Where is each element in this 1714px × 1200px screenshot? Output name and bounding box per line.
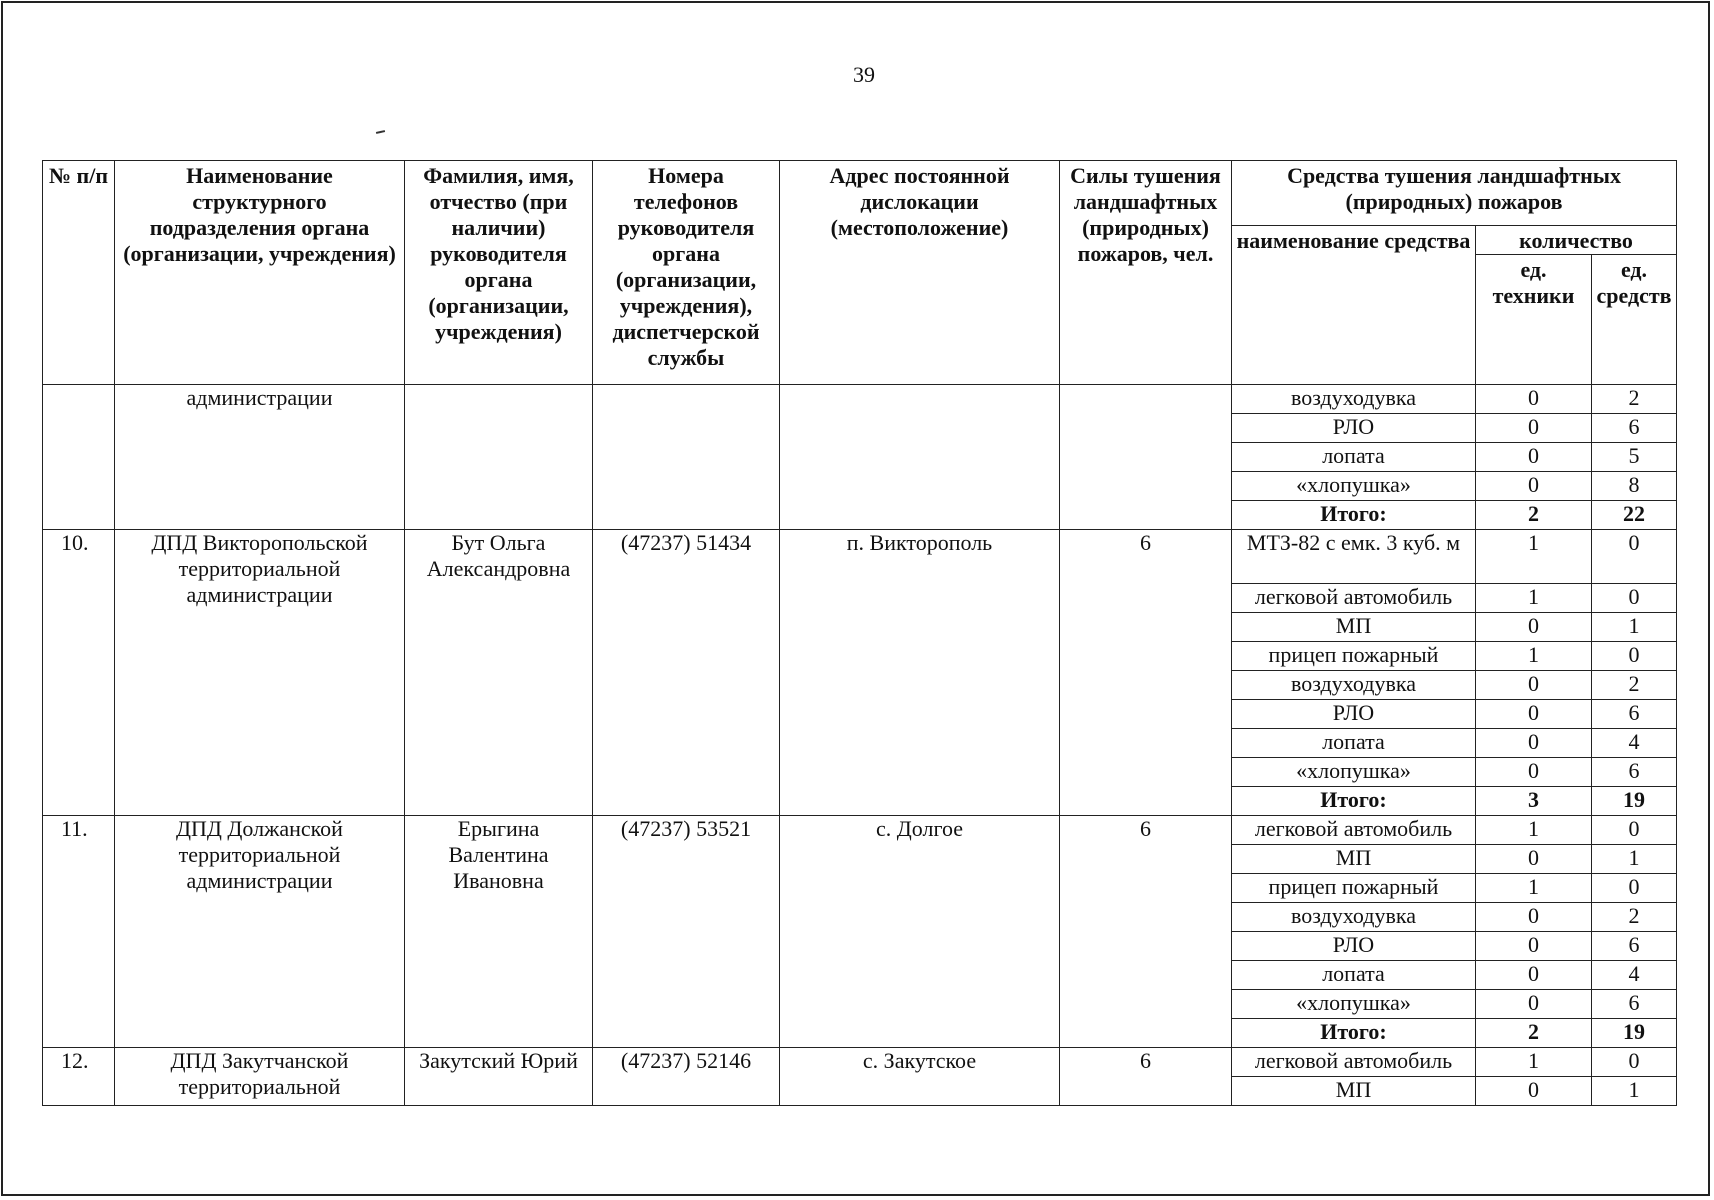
total-label-cell: Итого: (1232, 1019, 1476, 1048)
units-tech-cell: 0 (1476, 758, 1592, 787)
units-tech-cell: 1 (1476, 530, 1592, 584)
header-means-group: Средства тушения ландшафтных (природных) пожаров (1232, 161, 1677, 226)
means-name-cell: РЛО (1232, 932, 1476, 961)
units-tech-cell: 1 (1476, 1048, 1592, 1077)
unit-name-cell: ДПД Викторопольской территориальной администрации (115, 530, 405, 816)
units-tech-cell: 0 (1476, 1077, 1592, 1106)
units-tech-cell: 0 (1476, 472, 1592, 501)
means-name-cell: «хлопушка» (1232, 990, 1476, 1019)
units-tech-cell: 0 (1476, 961, 1592, 990)
units-means-cell: 0 (1592, 816, 1677, 845)
phone-cell: (47237) 51434 (593, 530, 780, 816)
units-tech-cell: 0 (1476, 613, 1592, 642)
units-tech-cell: 1 (1476, 584, 1592, 613)
units-means-cell: 6 (1592, 758, 1677, 787)
header-num: № п/п (43, 161, 115, 385)
header-units-means: ед. средств (1592, 255, 1677, 385)
table-body (43, 385, 1677, 1106)
total-label-cell: Итого: (1232, 787, 1476, 816)
unit-name-cell: ДПД Закутчанской территориальной (115, 1048, 405, 1106)
table-row (43, 816, 1677, 845)
row-num-cell: 11. (43, 816, 115, 1048)
means-name-cell: прицеп пожарный (1232, 874, 1476, 903)
means-name-cell: МТЗ-82 с емк. 3 куб. м (1232, 530, 1476, 584)
units-tech-cell: 0 (1476, 443, 1592, 472)
head-name-cell: Ерыгина Валентина Ивановна (405, 816, 593, 1048)
units-means-cell: 1 (1592, 1077, 1677, 1106)
units-tech-cell: 0 (1476, 414, 1592, 443)
means-name-cell: воздуходувка (1232, 385, 1476, 414)
units-means-cell: 0 (1592, 1048, 1677, 1077)
units-means-cell: 0 (1592, 642, 1677, 671)
units-tech-cell: 0 (1476, 700, 1592, 729)
forces-cell: 6 (1060, 816, 1232, 1048)
unit-name-cell: ДПД Должанской территориальной администрации (115, 816, 405, 1048)
head-name-cell (405, 385, 593, 530)
head-name-cell: Закутский Юрий (405, 1048, 593, 1106)
fire-means-table (42, 160, 1677, 1106)
header-quantity: количество (1476, 226, 1677, 255)
units-tech-cell: 1 (1476, 816, 1592, 845)
units-tech-cell: 0 (1476, 385, 1592, 414)
means-name-cell: МП (1232, 613, 1476, 642)
units-means-cell: 0 (1592, 530, 1677, 584)
forces-cell: 6 (1060, 1048, 1232, 1106)
header-means-name: наименование средства (1232, 226, 1476, 385)
header-forces: Силы тушения ландшафтных (природных) пожаров, чел. (1060, 161, 1232, 385)
units-means-cell: 2 (1592, 385, 1677, 414)
means-name-cell: легковой автомобиль (1232, 584, 1476, 613)
means-name-cell: РЛО (1232, 414, 1476, 443)
forces-cell: 6 (1060, 530, 1232, 816)
header-head-name: Фамилия, имя, отчество (при наличии) руководителя органа (организации, учреждения) (405, 161, 593, 385)
units-means-cell: 4 (1592, 729, 1677, 758)
units-means-cell: 5 (1592, 443, 1677, 472)
means-name-cell: МП (1232, 845, 1476, 874)
means-name-cell: РЛО (1232, 700, 1476, 729)
units-tech-cell: 1 (1476, 642, 1592, 671)
head-name-cell: Бут Ольга Александровна (405, 530, 593, 816)
means-name-cell: «хлопушка» (1232, 758, 1476, 787)
means-name-cell: воздуходувка (1232, 671, 1476, 700)
phone-cell: (47237) 52146 (593, 1048, 780, 1106)
units-tech-cell: 1 (1476, 874, 1592, 903)
address-cell: с. Долгое (780, 816, 1060, 1048)
units-tech-cell: 0 (1476, 903, 1592, 932)
table-row (43, 385, 1677, 414)
units-means-cell: 0 (1592, 584, 1677, 613)
units-means-cell: 19 (1592, 1019, 1677, 1048)
units-tech-cell: 0 (1476, 671, 1592, 700)
header-units-tech: ед. техники (1476, 255, 1592, 385)
units-means-cell: 2 (1592, 903, 1677, 932)
units-means-cell: 6 (1592, 990, 1677, 1019)
means-name-cell: лопата (1232, 961, 1476, 990)
units-means-cell: 1 (1592, 613, 1677, 642)
means-name-cell: воздуходувка (1232, 903, 1476, 932)
means-name-cell: «хлопушка» (1232, 472, 1476, 501)
row-num-cell: 12. (43, 1048, 115, 1106)
means-name-cell: лопата (1232, 729, 1476, 758)
units-means-cell: 4 (1592, 961, 1677, 990)
units-means-cell: 8 (1592, 472, 1677, 501)
means-name-cell: легковой автомобиль (1232, 816, 1476, 845)
units-tech-cell: 2 (1476, 501, 1592, 530)
units-tech-cell: 0 (1476, 845, 1592, 874)
phone-cell: (47237) 53521 (593, 816, 780, 1048)
phone-cell (593, 385, 780, 530)
means-name-cell: лопата (1232, 443, 1476, 472)
units-means-cell: 19 (1592, 787, 1677, 816)
address-cell: п. Викторополь (780, 530, 1060, 816)
page-number: 39 (853, 62, 875, 87)
units-means-cell: 6 (1592, 932, 1677, 961)
units-tech-cell: 2 (1476, 1019, 1592, 1048)
means-name-cell: прицеп пожарный (1232, 642, 1476, 671)
row-num-cell: 10. (43, 530, 115, 816)
total-label-cell: Итого: (1232, 501, 1476, 530)
header-phones: Номера телефонов руководителя органа (организации, учреждения), диспетчерской службы (593, 161, 780, 385)
units-means-cell: 6 (1592, 414, 1677, 443)
header-unit-name: Наименование структурного подразделения органа (организации, учреждения) (115, 161, 405, 385)
units-tech-cell: 3 (1476, 787, 1592, 816)
table-row (43, 530, 1677, 584)
units-means-cell: 1 (1592, 845, 1677, 874)
units-tech-cell: 0 (1476, 990, 1592, 1019)
table-row (43, 1048, 1677, 1077)
units-means-cell: 6 (1592, 700, 1677, 729)
means-name-cell: легковой автомобиль (1232, 1048, 1476, 1077)
units-means-cell: 0 (1592, 874, 1677, 903)
unit-name-cell: администрации (115, 385, 405, 530)
header-address: Адрес постоянной дислокации (местоположение) (780, 161, 1060, 385)
address-cell (780, 385, 1060, 530)
units-tech-cell: 0 (1476, 729, 1592, 758)
address-cell: с. Закутское (780, 1048, 1060, 1106)
units-means-cell: 2 (1592, 671, 1677, 700)
units-tech-cell: 0 (1476, 932, 1592, 961)
forces-cell (1060, 385, 1232, 530)
row-num-cell (43, 385, 115, 530)
means-name-cell: МП (1232, 1077, 1476, 1106)
units-means-cell: 22 (1592, 501, 1677, 530)
